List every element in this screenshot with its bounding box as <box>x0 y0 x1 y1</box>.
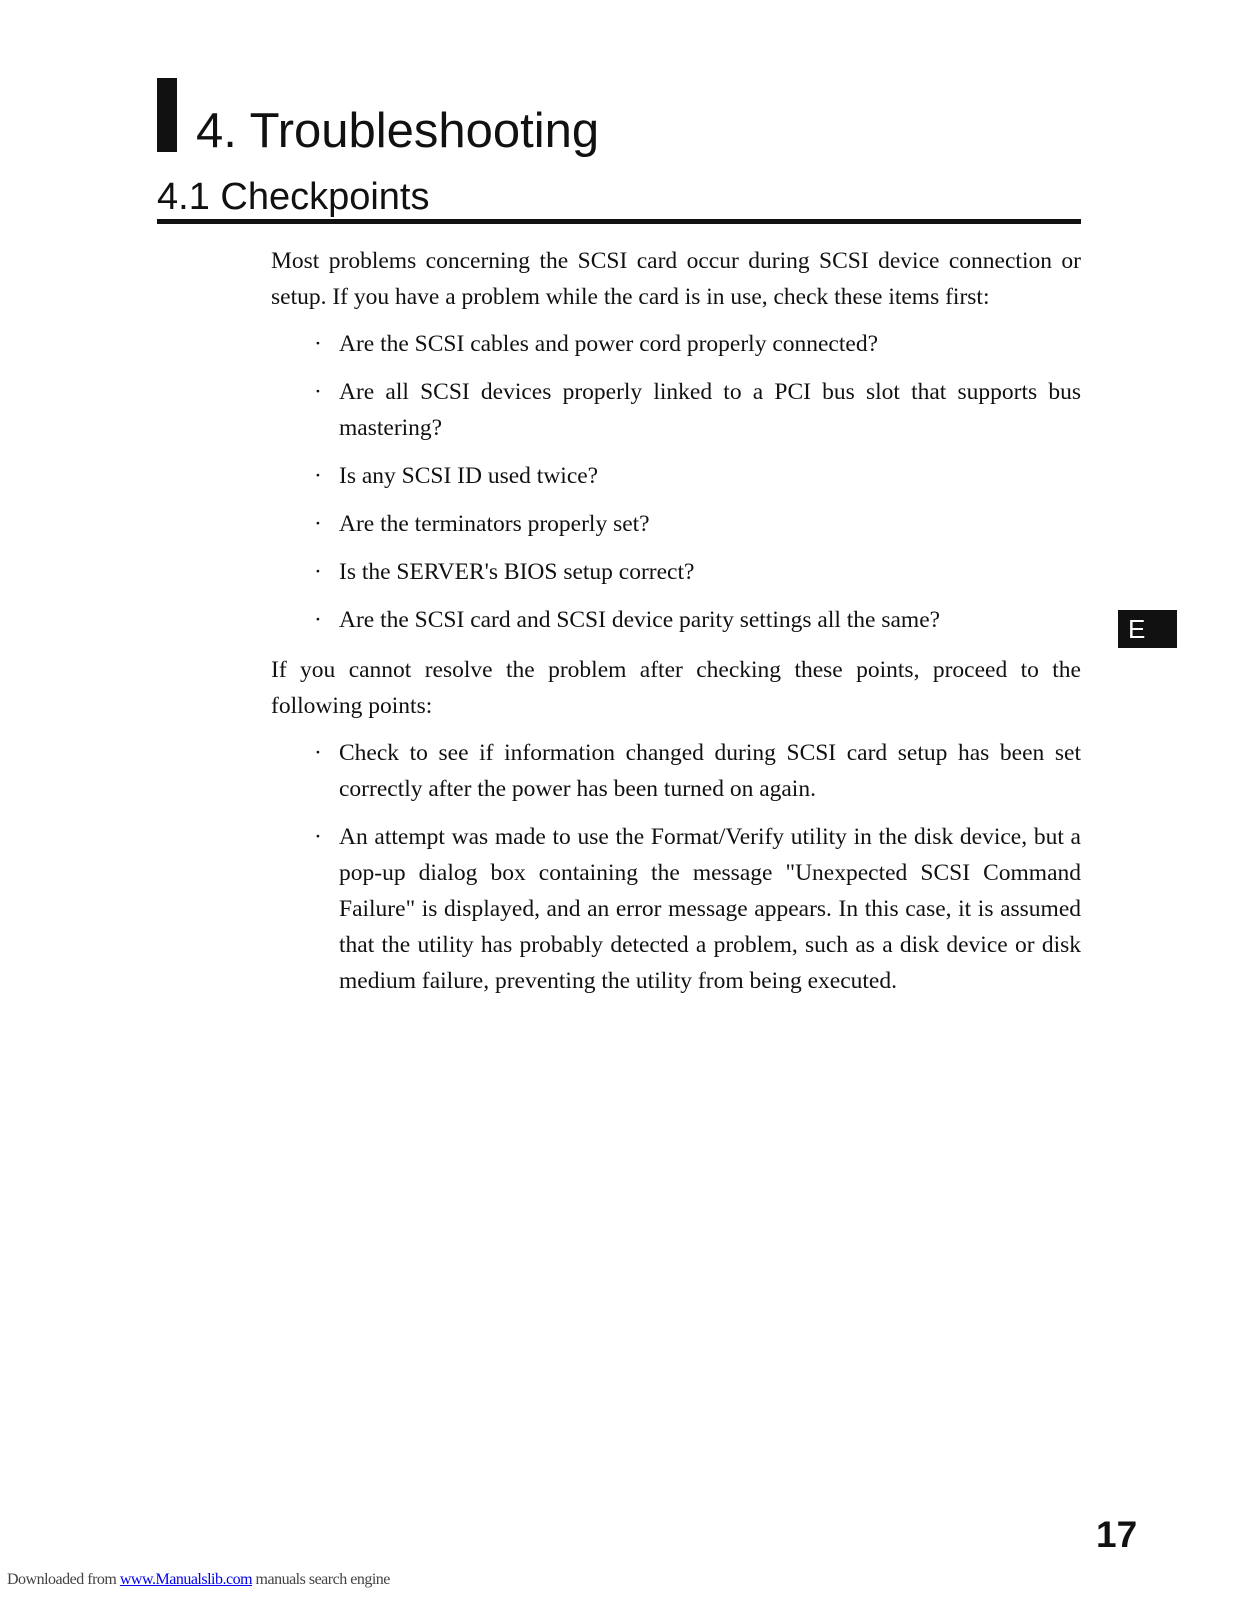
intro-paragraph: Most problems concerning the SCSI card occur during SCSI device connection or setup. If you have a problem while the card is in use, check these items first: <box>271 248 1081 310</box>
list-item-text: Are all SCSI devices properly linked to a PCI bus slot that supports bus mastering? <box>339 379 1081 441</box>
followup-paragraph: If you cannot resolve the problem after checking these points, proceed to the following points: <box>271 657 1081 719</box>
chapter-title: 4. Troubleshooting <box>196 104 600 158</box>
bullet-icon: · <box>314 607 322 633</box>
footer-prefix: Downloaded from <box>7 1571 120 1588</box>
list-item <box>271 374 1081 446</box>
bullet-icon: · <box>314 740 322 766</box>
section-rule <box>157 219 1081 224</box>
list-item-text: Is any SCSI ID used twice? <box>339 463 599 489</box>
list-item-text: Check to see if information changed during SCSI card setup has been set correctly after the power has been turned on again. <box>339 740 1081 802</box>
list-item <box>271 819 1081 999</box>
list-item-text: An attempt was made to use the Format/Verify utility in the disk device, but a pop-up dialog box containing the message "Unexpected SCSI Command Failure" is displayed, and an error message appears. In this case, it is assumed that the utility has probably detected a problem, such as a disk device or disk medium failure, preventing the utility from being executed. <box>339 824 1081 994</box>
list-item-text: Are the terminators properly set? <box>339 511 650 537</box>
language-tab-marker: E <box>1118 610 1177 648</box>
checklist <box>271 326 1081 650</box>
page-number: 17 <box>1096 1514 1138 1555</box>
list-item-text: Are the SCSI card and SCSI device parity settings all the same? <box>339 607 941 633</box>
list-item-text: Is the SERVER's BIOS setup correct? <box>339 559 695 585</box>
section-title: 4.1 Checkpoints <box>157 176 430 218</box>
list-item-text: Are the SCSI cables and power cord properly connected? <box>339 331 878 357</box>
list-item <box>271 735 1081 807</box>
followup-list <box>271 735 1081 1011</box>
bullet-icon: · <box>314 824 322 850</box>
chapter-heading-bar <box>157 78 177 152</box>
footer-link[interactable]: www.Manualslib.com <box>119 1571 253 1588</box>
bullet-icon: · <box>314 379 322 405</box>
footer-suffix: manuals search engine <box>252 1571 390 1588</box>
list-item <box>271 602 1081 638</box>
bullet-icon: · <box>314 463 322 489</box>
download-footer <box>7 1570 390 1590</box>
list-item <box>271 326 1081 362</box>
bullet-icon: · <box>314 331 322 357</box>
list-item <box>271 458 1081 494</box>
bullet-icon: · <box>314 511 322 537</box>
bullet-icon: · <box>314 559 322 585</box>
list-item <box>271 506 1081 542</box>
list-item <box>271 554 1081 590</box>
